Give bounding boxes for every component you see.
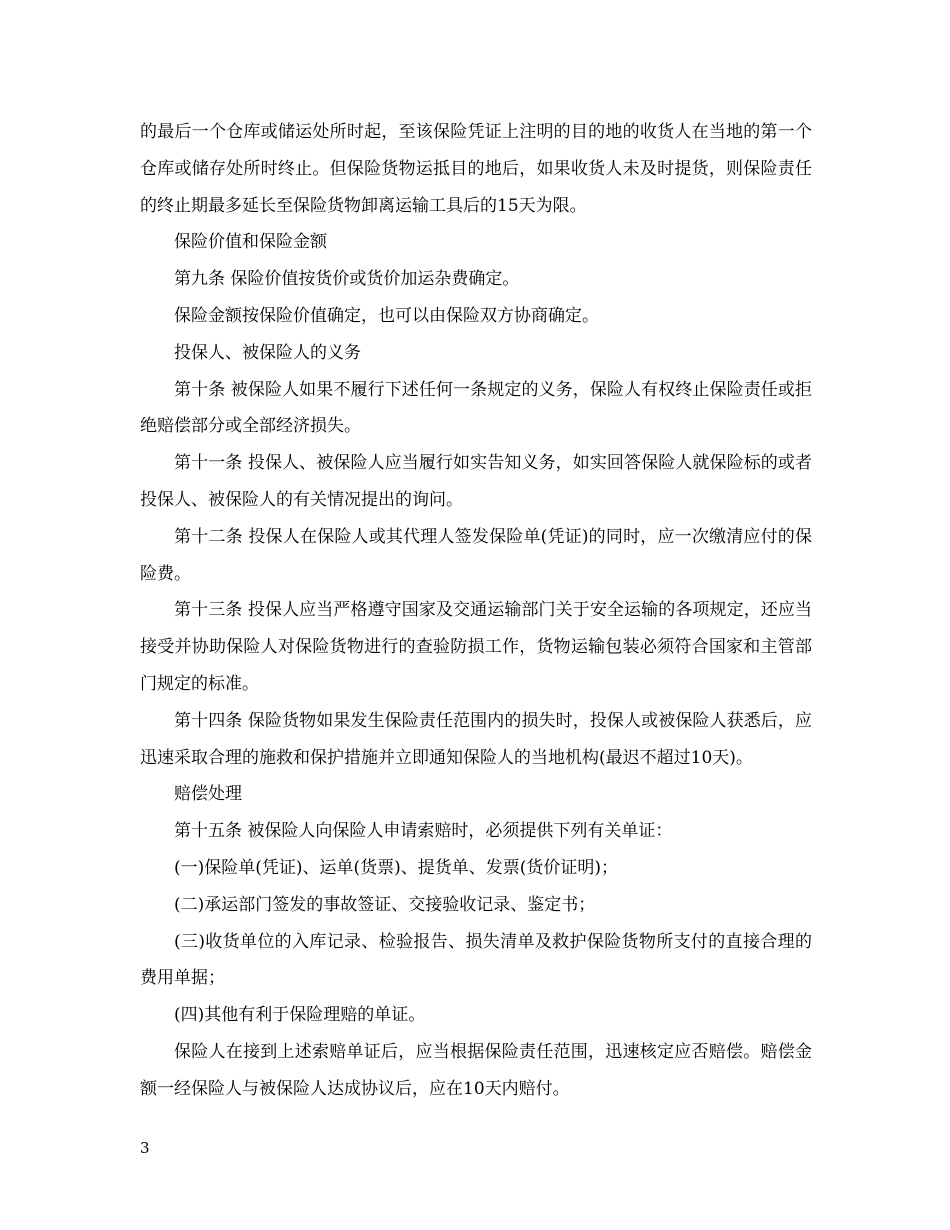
article-15: 第十五条 被保险人向保险人申请索赔时，必须提供下列有关单证： (174, 821, 673, 842)
article-9: 第九条 保险价值按货价或货价加运杂费确定。 (174, 269, 520, 290)
article-14: 第十四条 保险货物如果发生保险责任范围内的损失时，投保人或被保险人获悉后，应迅速采取合理的施救和保护措施并立即通知保险人的当地机构(最迟不超过10天)。 (140, 710, 812, 768)
article-11: 第十一条 投保人、被保险人应当履行如实告知义务，如实回答保险人就保险标的或者投保人、被保险人的有关情况提出的询问。 (140, 453, 812, 510)
list-item-1: (一)保险单(凭证)、运单(货票)、提货单、发票(货价证明)； (174, 857, 619, 878)
section-heading-obligations: 投保人、被保险人的义务 (174, 342, 361, 363)
paragraph-continuation: 的最后一个仓库或储运处所时起，至该保险凭证上注明的目的地的收货人在当地的第一个仓库或储存处所时终止。但保险货物运抵目的地后，如果收货人未及时提货，则保险责任的终止期最多延长至保险货物卸离运输工具后的15天为限。 (140, 122, 812, 216)
paragraph-insured-amount: 保险金额按保险价值确定，也可以由保险双方协商确定。 (174, 305, 599, 326)
list-item-3: (三)收货单位的入库记录、检验报告、损失清单及救护保险货物所支付的直接合理的费用单据； (140, 931, 812, 989)
article-12: 第十二条 投保人在保险人或其代理人签发保险单(凭证)的同时，应一次缴清应付的保险费。 (140, 526, 812, 584)
article-10: 第十条 被保险人如果不履行下述任何一条规定的义务，保险人有权终止保险责任或拒绝赔偿部分或全部经济损失。 (140, 379, 812, 437)
section-heading-claims: 赔偿处理 (174, 784, 242, 805)
section-heading-insured-value: 保险价值和保险金额 (174, 232, 327, 253)
paragraph-claim-settlement: 保险人在接到上述索赔单证后，应当根据保险责任范围，迅速核定应否赔偿。赔偿金额一经保险人与被保险人达成协议后，应在10天内赔付。 (140, 1041, 812, 1099)
article-13: 第十三条 投保人应当严格遵守国家及交通运输部门关于安全运输的各项规定，还应当接受并协助保险人对保险货物进行的查验防损工作，货物运输包装必须符合国家和主管部门规定的标准。 (140, 600, 812, 694)
list-item-4: (四)其他有利于保险理赔的单证。 (174, 1005, 426, 1026)
list-item-2: (二)承运部门签发的事故签证、交接验收记录、鉴定书； (174, 894, 596, 915)
page-number: 3 (140, 1139, 150, 1157)
document-body (140, 114, 812, 1108)
